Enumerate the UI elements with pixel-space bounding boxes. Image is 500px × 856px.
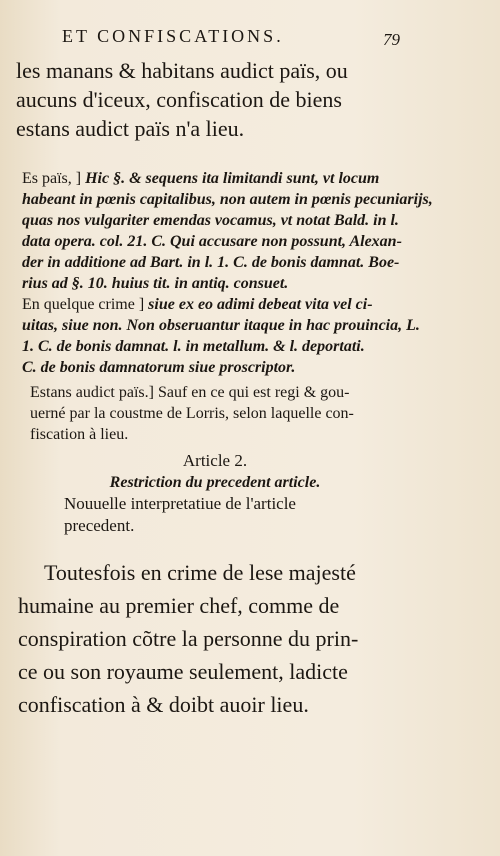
interpretation-note: [64, 493, 296, 537]
gloss-line: C. de bonis damnatorum siue proscriptor.: [22, 359, 296, 376]
gloss-line: En quelque crime ] siue ex eo adimi debeat vita vel ci-: [22, 296, 373, 313]
note-line: Nouuelle interpretatiue de l'article: [64, 494, 296, 513]
article-1-continuation: [16, 56, 348, 143]
text-line: humaine au premier chef, comme de: [18, 593, 340, 618]
article-2-heading-block: [0, 450, 430, 494]
text-line: conspiration cõtre la personne du prin-: [18, 626, 359, 651]
page-number: 79: [383, 30, 400, 49]
gloss-line: der in additione ad Bart. in l. 1. C. de bonis damnat. Boe-: [22, 254, 400, 271]
article-2-text: [18, 556, 358, 721]
gloss-es-pais: [22, 168, 433, 378]
gloss-line: uitas, siue non. Non obseruantur itaque in hac prouincia, L.: [22, 317, 420, 334]
gloss-line: quas nos vulgariter emendas vocamus, vt notat Bald. in l.: [22, 212, 399, 229]
gloss-line: rius ad §. 10. huius tit. in antiq. consuet.: [22, 275, 289, 292]
gloss-line: 1. C. de bonis damnat. l. in metallum. & l. deportati.: [22, 338, 365, 355]
text-line: confiscation à & doibt auoir lieu.: [18, 692, 309, 717]
note-line: precedent.: [64, 516, 135, 535]
text-line: les manans & habitans audict païs, ou: [16, 58, 348, 83]
gloss-estans-audict-pais: [30, 382, 354, 445]
gloss-line: uerné par la coustme de Lorris, selon laquelle con-: [30, 405, 354, 422]
text-line: ce ou son royaume seulement, ladicte: [18, 659, 348, 684]
gloss-line: habeant in pœnis capitalibus, non autem in pœnis pecuniarijs,: [22, 191, 433, 208]
text-line: Toutesfois en crime de lese majesté: [44, 560, 356, 585]
running-head: ET CONFISCATIONS.: [62, 26, 284, 46]
article-heading: Article 2.: [182, 451, 248, 470]
gloss-line: Estans audict païs.] Sauf en ce qui est regi & gou-: [30, 384, 350, 401]
gloss-line: fiscation à lieu.: [30, 426, 129, 443]
gloss-line: Es païs, ] Hic §. & sequens ita limitandi sunt, vt locum: [22, 170, 380, 187]
page-header: [58, 26, 418, 52]
text-line: aucuns d'iceux, confiscation de biens: [16, 87, 342, 112]
article-subheading: Restriction du precedent article.: [109, 474, 321, 491]
text-line: estans audict païs n'a lieu.: [16, 116, 245, 141]
gloss-line: data opera. col. 21. C. Qui accusare non possunt, Alexan-: [22, 233, 402, 250]
